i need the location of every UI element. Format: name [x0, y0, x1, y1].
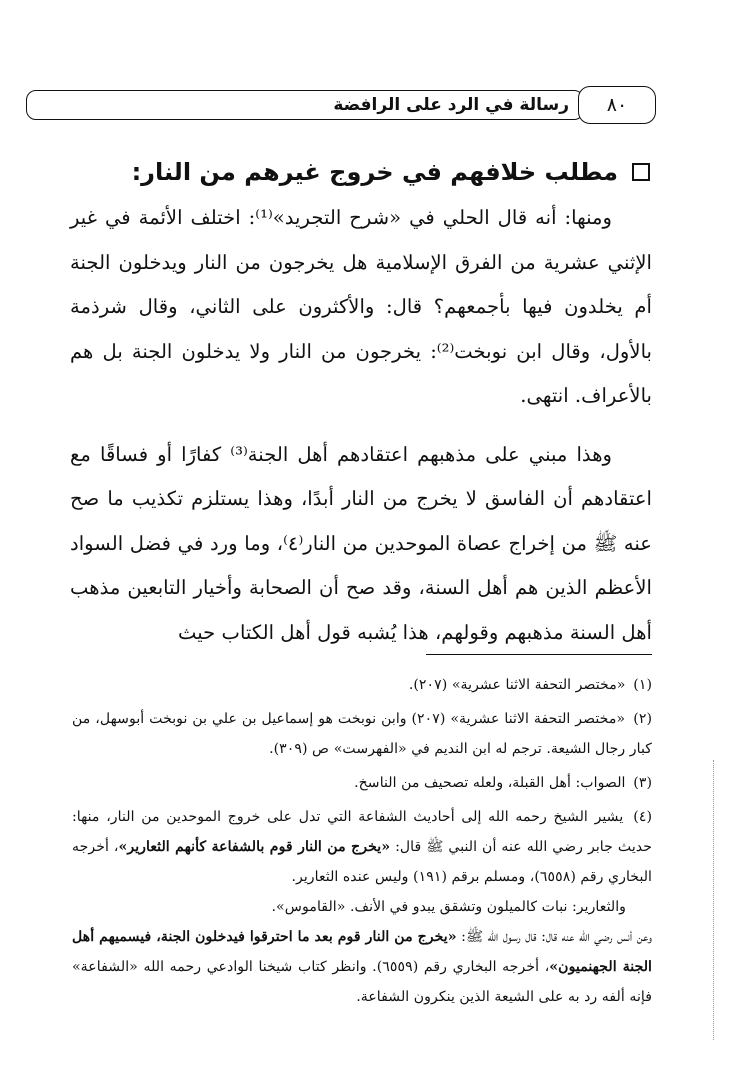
footnote-2	[72, 704, 652, 764]
footnote-text: الصواب: أهل القبلة، ولعله تصحيف من الناسخ.	[354, 775, 626, 791]
footnote-number: (٤)	[633, 809, 652, 825]
main-text	[70, 196, 652, 655]
hadith-quote: «يخرج من النار قوم بالشفاعة كأنهم الثعارير»	[118, 839, 391, 855]
footnote-text: ، أخرجه البخاري رقم (٦٥٥٩). وانظر كتاب شيخنا الوادعي رحمه الله «الشفاعة» فإنه ألفه رد به على الشيعة الذين ينكرون الشفاعة.	[72, 959, 652, 1005]
footnote-3	[72, 768, 652, 798]
footnotes	[72, 670, 652, 1016]
hadith-quote: «يخرج من النار قوم بعد ما احترقوا فيدخلون الجنة، فيسميهم أهل الجنة الجهنميون»	[72, 929, 652, 975]
running-header	[22, 86, 656, 126]
paragraph-1: ومنها: أنه قال الحلي في «شرح التجريد»⁽¹⁾: اختلف الأئمة في غير الإثني عشرية من الفرق الإسلامية هل يخرجون من النار ويدخلون الجنة أم يخلدون فيها بأجمعهم؟ قال: والأكثرون على الثاني، وقال شرذمة بالأول، وقال ابن نوبخت⁽²⁾: يخرجون من النار ولا يدخلون الجنة بل هم بالأعراف. انتهى.	[70, 206, 652, 407]
footnote-text: «مختصر التحفة الاثنا عشرية» (٢٠٧).	[408, 677, 626, 693]
square-bullet-icon	[632, 163, 650, 181]
paragraph-2: وهذا مبني على مذهبهم اعتقادهم أهل الجنة⁽³⁾ كفارًا أو فساقًا مع اعتقادهم أن الفاسق لا يخرج من النار أبدًا، وهذا يستلزم تكذيب ما صح عنه ﷺ من إخراج عصاة الموحدين من النار⁽٤⁾، وما ورد في فضل السواد الأعظم الذين هم أهل السنة، وقد صح أن الصحابة وأخيار التابعين مذهب أهل السنة مذهبهم وقولهم، هذا يُشبه قول أهل الكتاب حيث	[70, 442, 652, 644]
footnote-line: والثعارير: نبات كالميلون وتشقق يبدو في الأنف. «القاموس».	[271, 899, 626, 915]
footnote-text: يشير الشيخ رحمه الله إلى أحاديث الشفاعة التي تدل على خروج الموحدين من النار، منها: حديث جابر رضي الله عنه أن النبي ﷺ قال:	[72, 809, 652, 855]
section-heading: مطلب خلافهم في خروج غيرهم من النار:	[131, 158, 618, 186]
page-number-tab	[578, 86, 656, 124]
header-title-frame	[26, 90, 584, 120]
footnote-number: (١)	[633, 677, 652, 693]
footnote-text: وعن أنس رضي الله عنه قال: قال رسول الله ﷺ:	[461, 929, 653, 945]
page-number: ٨٠	[606, 94, 628, 116]
footnote-number: (٣)	[633, 775, 652, 791]
footnote-number: (٢)	[633, 711, 652, 727]
header-title: رسالة في الرد على الرافضة	[333, 95, 569, 115]
footnote-divider	[426, 654, 652, 655]
section-heading-row	[90, 152, 650, 192]
footnote-1	[72, 670, 652, 700]
footnote-text: ، أخرجه البخاري رقم (٦٥٥٨)، ومسلم برقم (١٩١) وليس عنده الثعارير.	[72, 839, 652, 885]
footnote-4	[72, 802, 652, 1012]
page-edge-mark	[713, 760, 714, 1040]
footnote-text: «مختصر التحفة الاثنا عشرية» (٢٠٧) وابن نوبخت هو إسماعيل بن علي بن نوبخت أبوسهل، من كبار رجال الشيعة. ترجم له ابن النديم في «الفهرست» ص (٣٠٩).	[72, 711, 652, 757]
